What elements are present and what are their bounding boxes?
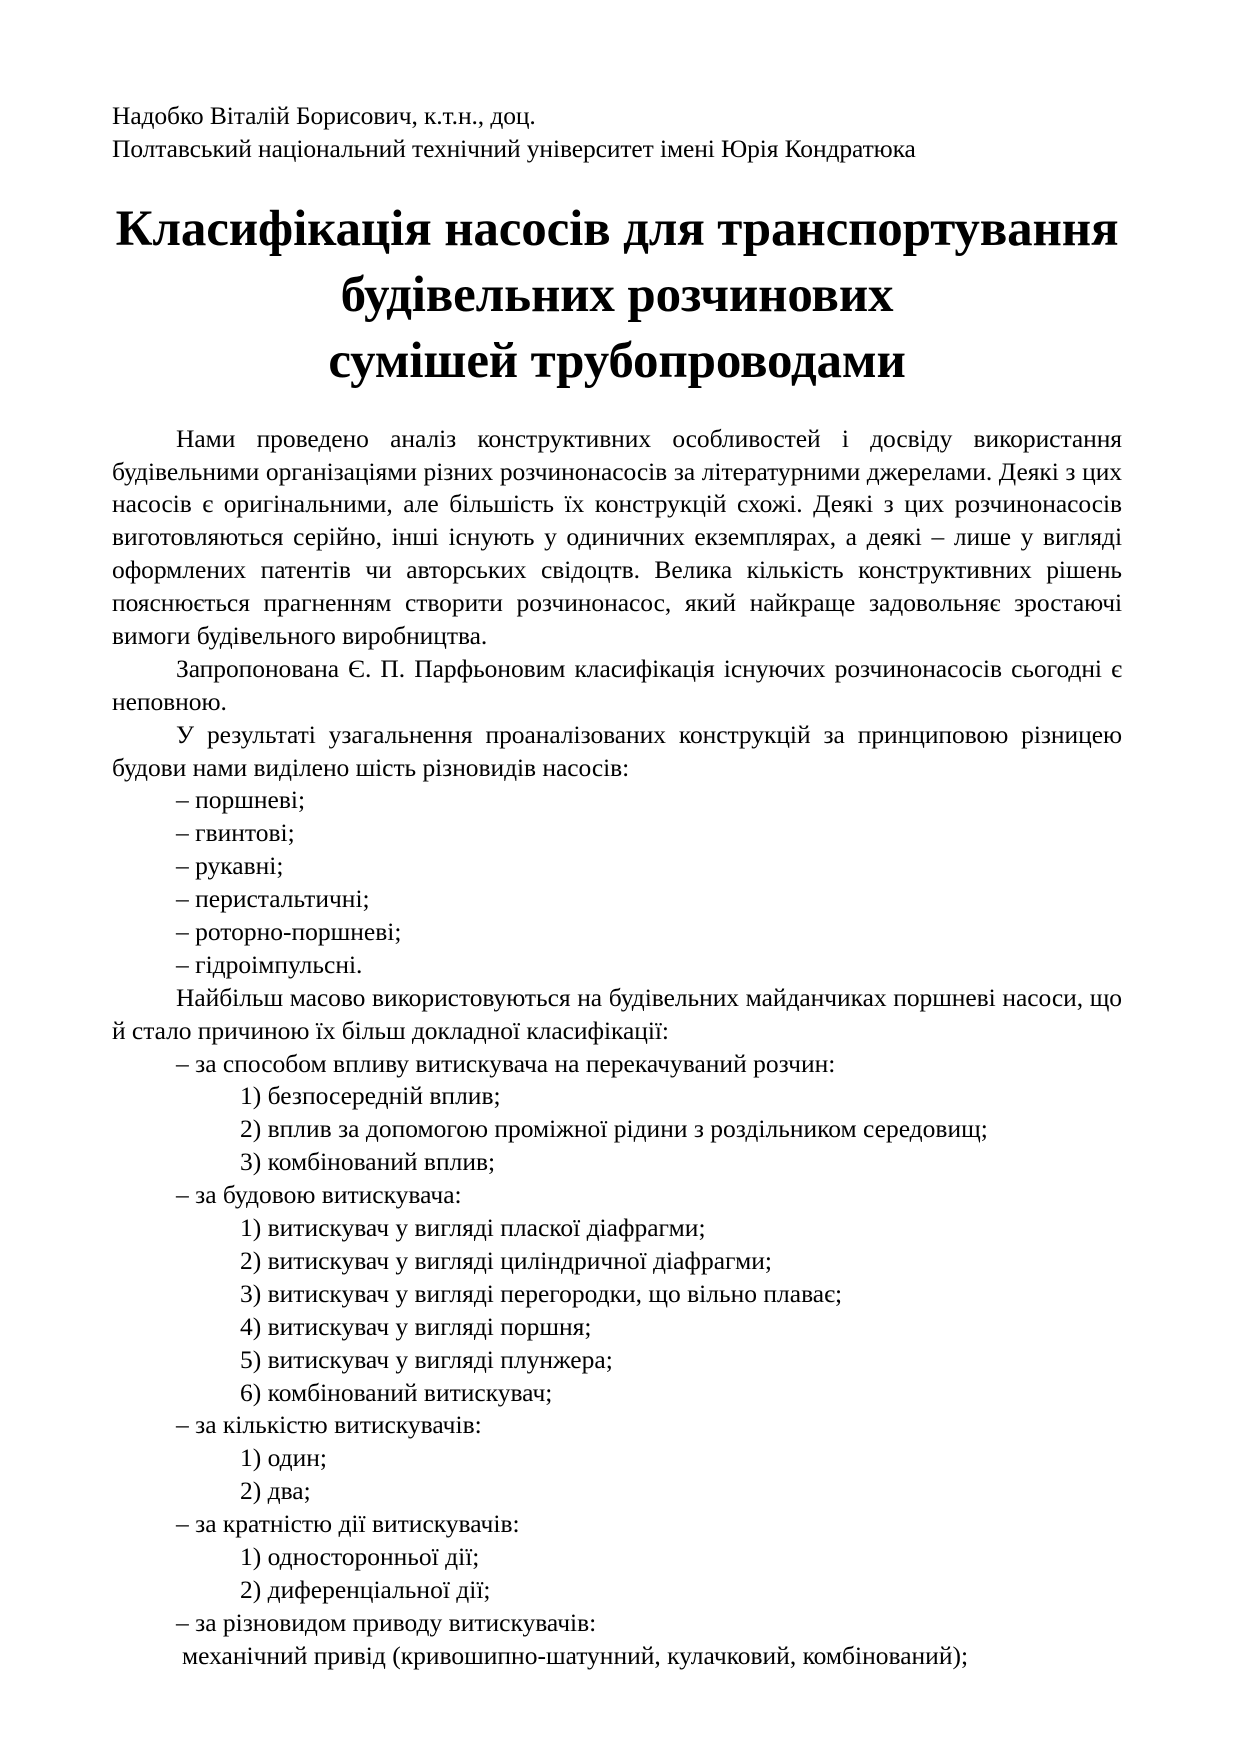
list-item: – гвинтові; xyxy=(176,818,295,848)
list-item: 2) витискувач у вигляді циліндричної діафрагми; xyxy=(240,1245,773,1275)
classification-group-label: – за кількістю витискувачів: xyxy=(176,1410,482,1440)
author-name: Надобко Віталій Борисович, к.т.н., доц. xyxy=(112,101,536,130)
list-item: – гідроімпульсні. xyxy=(176,949,363,979)
classification-group-label: – за способом впливу витискувача на перекачуваний розчин: xyxy=(176,1048,836,1078)
list-item: – роторно-поршневі; xyxy=(176,917,402,947)
classification-group-label: – за будовою витискувача: xyxy=(176,1180,462,1210)
list-item: механічний привід (кривошипно-шатунний, кулачковий, комбінований); xyxy=(182,1640,969,1670)
title-line-2: сумішей трубопроводами xyxy=(328,333,906,390)
author-affiliation: Полтавський національний технічний університет імені Юрія Кондратюка xyxy=(112,133,916,163)
list-item: 5) витискувач у вигляді плунжера; xyxy=(240,1344,613,1374)
list-item: 1) односторонньої дії; xyxy=(240,1541,480,1571)
list-item: 2) два; xyxy=(240,1476,311,1506)
list-item: 6) комбінований витискувач; xyxy=(240,1377,553,1407)
list-item: 3) витискувач у вигляді перегородки, що вільно плаває; xyxy=(240,1278,843,1308)
title-line-1: Класифікація насосів для транспортування будівельних розчинових xyxy=(115,200,1119,324)
paragraph-parfyonov: Запропонована Є. П. Парфьоновим класифікація існуючих розчинонасосів сьогодні є неповною. xyxy=(112,653,1122,716)
paragraph-result: У результаті узагальнення проаналізованих конструкцій за принциповою різницею будови нами виділено шість різновидів насосів: xyxy=(112,719,1122,782)
paragraph-intro: Нами проведено аналіз конструктивних особливостей і досвіду використання будівельними організаціями різних розчинонасосів за літературними джерелами. Деякі з цих насосів є оригінальними, але більшість їх конструкцій схожі. Деякі з цих розчинонасосів виготовляються серійно, інші існують у одиничних екземплярах, а деякі – лише у вигляді оформлених патентів чи авторських свідоцтв. Велика кількість конструктивних рішень пояснюється прагненням створити розчинонасос, який найкраще задовольняє зростаючі вимоги будівельного виробництва. xyxy=(112,423,1122,651)
list-item: – поршневі; xyxy=(176,785,306,815)
list-item: 2) диференціальної дії; xyxy=(240,1574,491,1604)
author-header xyxy=(112,100,1122,166)
list-item: – рукавні; xyxy=(176,851,284,881)
list-item: 4) витискувач у вигляді поршня; xyxy=(240,1311,592,1341)
paragraph-piston-intro: Найбільш масово використовуються на будівельних майданчиках поршневі насоси, що й стало причиною їх більш докладної класифікації: xyxy=(112,982,1122,1045)
list-item: 1) безпосередній вплив; xyxy=(240,1081,501,1111)
classification-group-label: – за різновидом приводу витискувачів: xyxy=(176,1607,597,1637)
list-item: 1) один; xyxy=(240,1443,327,1473)
list-item: – перистальтичні; xyxy=(176,884,370,914)
list-item: 2) вплив за допомогою проміжної рідини з роздільником середовищ; xyxy=(240,1114,988,1144)
list-item: 3) комбінований вплив; xyxy=(240,1147,496,1177)
page-title xyxy=(112,196,1122,395)
classification-group-label: – за кратністю дії витискувачів: xyxy=(176,1509,520,1539)
list-item: 1) витискувач у вигляді плаcкої діафрагми; xyxy=(240,1213,706,1243)
